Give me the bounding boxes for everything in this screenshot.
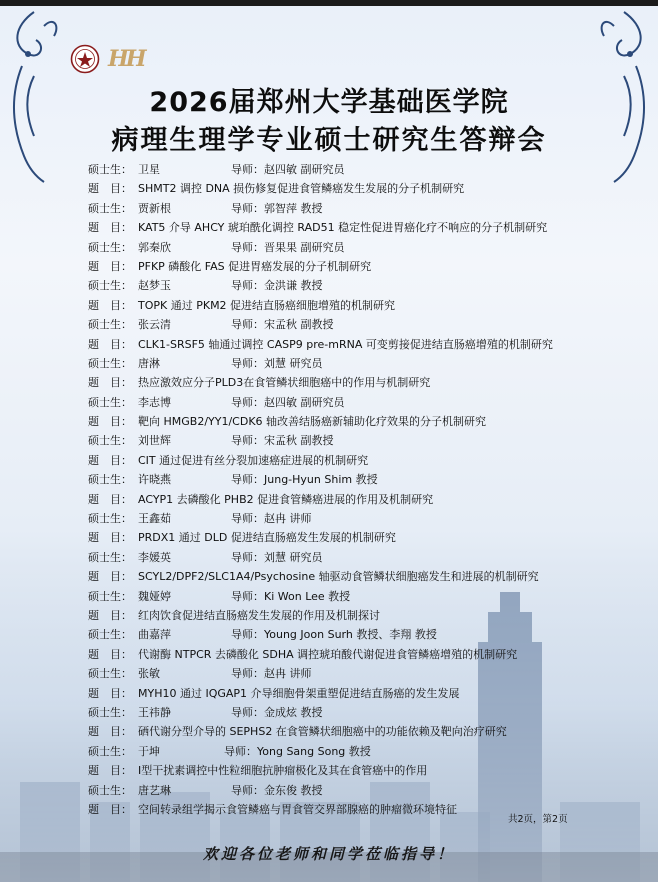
- topic-label: 题 目：: [88, 725, 132, 739]
- topic-label: 题 目：: [88, 298, 132, 312]
- mentor-info: [231, 431, 334, 450]
- topic-row: [88, 722, 648, 741]
- mentor-info: [231, 781, 323, 800]
- mentor-label: 导师：: [224, 744, 257, 758]
- topic-row: [88, 257, 648, 276]
- page-title-line1: 2026届郑州大学基础医学院: [149, 87, 509, 118]
- student-name: 刘世辉: [138, 434, 171, 448]
- student-row: [88, 354, 648, 373]
- mentor-label: 导师：: [231, 550, 264, 564]
- student-label: 硕士生：: [88, 667, 132, 681]
- student-row: [88, 509, 648, 528]
- topic-row: [88, 218, 648, 237]
- thesis-topic: 硒代谢分型介导的 SEPHS2 在食管鳞状细胞癌中的功能依赖及靶向治疗研究: [138, 725, 507, 739]
- student-name: 张云清: [138, 318, 171, 332]
- student-row: [88, 431, 648, 450]
- student-name: 唐淋: [138, 356, 160, 370]
- mentor-label: 导师：: [231, 434, 264, 448]
- welcome-footer: 欢迎各位老师和同学莅临指导！: [202, 845, 455, 863]
- topic-row: [88, 645, 648, 664]
- student-label: 硕士生：: [88, 201, 132, 215]
- student-label: 硕士生：: [88, 240, 132, 254]
- topic-row: [88, 684, 648, 703]
- mentor-name: 赵冉 讲师: [264, 667, 312, 681]
- mentor-name: Yong Sang Song 教授: [257, 744, 371, 758]
- topic-row: [88, 528, 648, 547]
- student-label: 硕士生：: [88, 395, 132, 409]
- thesis-topic: MYH10 通过 IQGAP1 介导细胞骨架重塑促进结直肠癌的发生发展: [138, 686, 460, 700]
- student-label: 硕士生：: [88, 473, 132, 487]
- student-row: [88, 781, 648, 800]
- thesis-topic: KAT5 介导 AHCY 琥珀酰化调控 RAD51 稳定性促进胃癌化疗不响应的分子机制研究: [138, 221, 548, 235]
- mentor-label: 导师：: [231, 589, 264, 603]
- mentor-label: 导师：: [231, 512, 264, 526]
- topic-label: 题 目：: [88, 802, 132, 816]
- student-row: [88, 160, 648, 179]
- student-label: 硕士生：: [88, 279, 132, 293]
- student-label: 硕士生：: [88, 705, 132, 719]
- student-name: 曲嘉萍: [138, 628, 171, 642]
- mentor-info: [231, 470, 378, 489]
- mentor-label: 导师：: [231, 163, 264, 176]
- topic-label: 题 目：: [88, 608, 132, 622]
- topic-row: [88, 451, 648, 470]
- mentor-name: 宋孟秋 副教授: [264, 434, 334, 448]
- thesis-topic: 红肉饮食促进结直肠癌发生发展的作用及机制探讨: [138, 608, 380, 622]
- mentor-name: 晋果果 副研究员: [264, 240, 345, 254]
- topic-row: [88, 606, 648, 625]
- thesis-topic: Ⅰ型干扰素调控中性粒细胞抗肿瘤极化及其在食管癌中的作用: [138, 764, 428, 778]
- thesis-topic: 靶向 HMGB2/YY1/CDK6 轴改善结肠癌新辅助化疗效果的分子机制研究: [138, 415, 487, 429]
- student-row: [88, 548, 648, 567]
- topic-row: [88, 761, 648, 780]
- thesis-topic: CLK1-SRSF5 轴通过调控 CASP9 pre-mRNA 可变剪接促进结直肠癌增殖的机制研究: [138, 337, 553, 351]
- thesis-topic: TOPK 通过 PKM2 促进结直肠癌细胞增殖的机制研究: [138, 298, 396, 312]
- student-name: 赵梦玉: [138, 279, 171, 293]
- mentor-name: 郭智萍 教授: [264, 201, 323, 215]
- student-row: [88, 276, 648, 295]
- mentor-name: 宋孟秋 副教授: [264, 318, 334, 332]
- mentor-name: Jung-Hyun Shim 教授: [264, 473, 378, 487]
- student-row: [88, 625, 648, 644]
- mentor-info: [224, 742, 371, 761]
- thesis-topic: SHMT2 调控 DNA 损伤修复促进食管鳞癌发生发展的分子机制研究: [138, 182, 465, 196]
- student-label: 硕士生：: [88, 512, 132, 526]
- student-name: 郭秦欣: [138, 240, 171, 254]
- student-name: 李志博: [138, 395, 171, 409]
- mentor-name: 刘慧 研究员: [264, 356, 323, 370]
- logo-row: [70, 44, 144, 74]
- student-name: 卫星: [138, 163, 160, 176]
- mentor-label: 导师：: [231, 705, 264, 719]
- thesis-topic: ACYP1 去磷酸化 PHB2 促进食管鳞癌进展的作用及机制研究: [138, 492, 434, 506]
- mentor-info: [231, 276, 323, 295]
- topic-label: 题 目：: [88, 376, 132, 390]
- mentor-name: 赵四敏 副研究员: [264, 395, 345, 409]
- student-label: 硕士生：: [88, 744, 132, 758]
- student-label: 硕士生：: [88, 628, 132, 642]
- mentor-info: [231, 548, 323, 567]
- student-name: 于坤: [138, 744, 160, 758]
- topic-label: 题 目：: [88, 570, 132, 584]
- mentor-name: 金成炫 教授: [264, 705, 323, 719]
- mentor-label: 导师：: [231, 279, 264, 293]
- mentor-label: 导师：: [231, 667, 264, 681]
- student-row: [88, 238, 648, 257]
- student-label: 硕士生：: [88, 783, 132, 797]
- student-label: 硕士生：: [88, 356, 132, 370]
- mentor-label: 导师：: [231, 201, 264, 215]
- topic-label: 题 目：: [88, 182, 132, 196]
- topic-label: 题 目：: [88, 764, 132, 778]
- mentor-label: 导师：: [231, 783, 264, 797]
- student-label: 硕士生：: [88, 163, 132, 176]
- mentor-name: Ki Won Lee 教授: [264, 589, 351, 603]
- student-name: 王鑫茹: [138, 512, 171, 526]
- topic-label: 题 目：: [88, 686, 132, 700]
- student-row: [88, 703, 648, 722]
- thesis-topic: 空间转录组学揭示食管鳞癌与胃食管交界部腺癌的肿瘤微环境特征: [138, 802, 457, 816]
- mentor-name: 金东俊 教授: [264, 783, 323, 797]
- topic-row: [88, 567, 648, 586]
- college-logo-mark: HH: [108, 46, 144, 72]
- mentor-info: [231, 625, 437, 644]
- defense-list: [88, 160, 648, 819]
- topic-row: [88, 296, 648, 315]
- thesis-topic: SCYL2/DPF2/SLC1A4/Psychosine 轴驱动食管鳞状细胞癌发生和进展的机制研究: [138, 570, 539, 584]
- mentor-info: [231, 238, 345, 257]
- student-name: 许晓燕: [138, 473, 171, 487]
- mentor-info: [231, 315, 334, 334]
- mentor-info: [231, 354, 323, 373]
- topic-label: 题 目：: [88, 221, 132, 235]
- mentor-info: [231, 393, 345, 412]
- student-row: [88, 393, 648, 412]
- topic-row: [88, 373, 648, 392]
- student-name: 王祎静: [138, 705, 171, 719]
- top-bar: [0, 0, 658, 6]
- mentor-info: [231, 199, 323, 218]
- thesis-topic: 代谢酶 NTPCR 去磷酸化 SDHA 调控琥珀酸代谢促进食管鳞癌增殖的机制研究: [138, 647, 518, 661]
- student-name: 贾新根: [138, 201, 171, 215]
- page-indicator: 共2页，第2页: [508, 814, 568, 825]
- mentor-info: [231, 509, 312, 528]
- topic-label: 题 目：: [88, 337, 132, 351]
- mentor-name: 刘慧 研究员: [264, 550, 323, 564]
- student-name: 魏娅婷: [138, 589, 171, 603]
- student-name: 唐艺琳: [138, 783, 171, 797]
- page-title-line2: 病理生理学专业硕士研究生答辩会: [111, 125, 547, 156]
- topic-label: 题 目：: [88, 531, 132, 545]
- thesis-topic: PFKP 磷酸化 FAS 促进胃癌发展的分子机制研究: [138, 259, 372, 273]
- thesis-topic: 热应激效应分子PLD3在食管鳞状细胞癌中的作用与机制研究: [138, 376, 431, 390]
- student-row: [88, 199, 648, 218]
- topic-label: 题 目：: [88, 415, 132, 429]
- mentor-label: 导师：: [231, 356, 264, 370]
- university-seal-icon: [70, 44, 100, 74]
- topic-label: 题 目：: [88, 647, 132, 661]
- mentor-label: 导师：: [231, 240, 264, 254]
- mentor-label: 导师：: [231, 628, 264, 642]
- mentor-label: 导师：: [231, 473, 264, 487]
- student-row: [88, 742, 648, 761]
- mentor-info: [231, 664, 312, 683]
- mentor-label: 导师：: [231, 395, 264, 409]
- student-row: [88, 664, 648, 683]
- mentor-label: 导师：: [231, 318, 264, 332]
- student-label: 硕士生：: [88, 318, 132, 332]
- mentor-info: [231, 587, 350, 606]
- topic-row: [88, 490, 648, 509]
- topic-row: [88, 335, 648, 354]
- mentor-name: 金洪谦 教授: [264, 279, 323, 293]
- student-label: 硕士生：: [88, 589, 132, 603]
- mentor-name: 赵冉 讲师: [264, 512, 312, 526]
- topic-row: [88, 179, 648, 198]
- mentor-info: [231, 160, 345, 179]
- thesis-topic: PRDX1 通过 DLD 促进结直肠癌发生发展的机制研究: [138, 531, 396, 545]
- student-row: [88, 315, 648, 334]
- student-row: [88, 470, 648, 489]
- mentor-name: Young Joon Surh 教授、李翔 教授: [264, 628, 437, 642]
- thesis-topic: CIT 通过促进有丝分裂加速癌症进展的机制研究: [138, 453, 369, 467]
- student-row: [88, 587, 648, 606]
- mentor-info: [231, 703, 323, 722]
- student-label: 硕士生：: [88, 434, 132, 448]
- topic-label: 题 目：: [88, 259, 132, 273]
- student-name: 张敏: [138, 667, 160, 681]
- student-label: 硕士生：: [88, 550, 132, 564]
- topic-label: 题 目：: [88, 492, 132, 506]
- student-name: 李媛英: [138, 550, 171, 564]
- mentor-name: 赵四敏 副研究员: [264, 163, 345, 176]
- topic-row: [88, 412, 648, 431]
- topic-label: 题 目：: [88, 453, 132, 467]
